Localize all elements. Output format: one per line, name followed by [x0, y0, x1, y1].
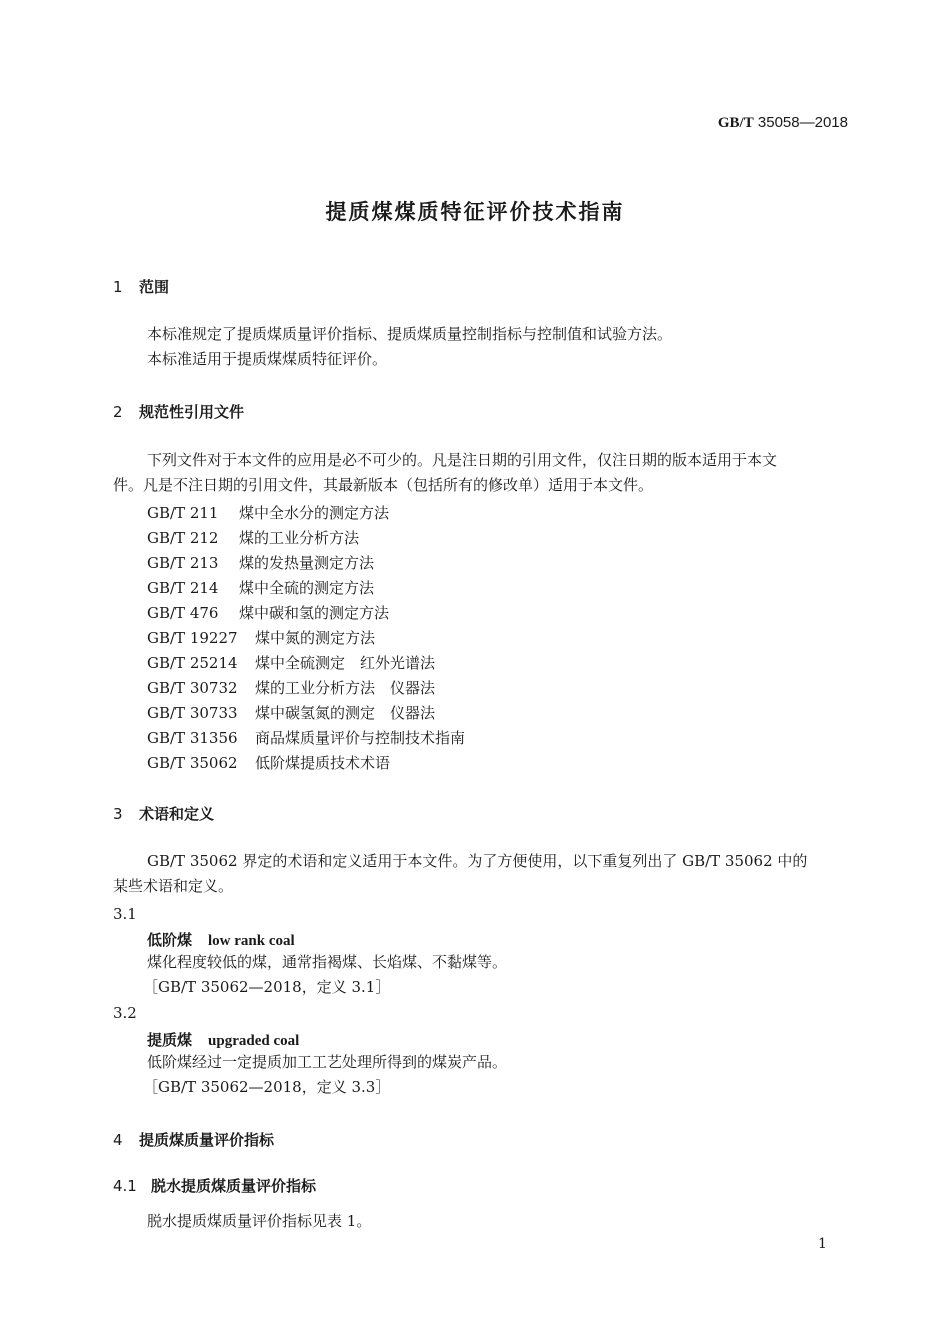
reference-code: GB/T 19227	[147, 629, 238, 647]
term-en: upgraded coal	[208, 1033, 300, 1049]
reference-title: 煤中全硫测定 红外光谱法	[255, 654, 436, 672]
reference-item	[147, 527, 359, 548]
reference-code: GB/T 30733	[147, 704, 238, 722]
reference-code: GB/T 31356	[147, 729, 238, 747]
paragraph: 脱水提质煤质量评价指标见表 1。	[147, 1212, 372, 1230]
reference-item	[147, 502, 389, 523]
reference-title: 煤中全水分的测定方法	[239, 504, 390, 522]
section-number: 2	[113, 403, 123, 421]
reference-code: GB/T 476	[147, 604, 219, 622]
reference-title: 商品煤质量评价与控制技术指南	[255, 729, 466, 747]
term-definition: 煤化程度较低的煤，通常指褐煤、长焰煤、不黏煤等。	[147, 953, 508, 971]
term-number: 3.2	[113, 1004, 137, 1022]
section-number: 1	[113, 278, 123, 296]
reference-title: 煤的发热量测定方法	[239, 554, 375, 572]
section-3-heading	[113, 803, 214, 824]
section-title: 术语和定义	[139, 805, 215, 823]
reference-code: GB/T 212	[147, 529, 219, 547]
term-source: ［GB/T 35062—2018，定义 3.1］	[143, 978, 391, 996]
section-title: 规范性引用文件	[139, 403, 245, 421]
section-title: 范围	[139, 278, 170, 296]
reference-code: GB/T 211	[147, 504, 219, 522]
reference-code: GB/T 25214	[147, 654, 238, 672]
reference-item	[147, 702, 435, 723]
paragraph: 本标准规定了提质煤质量评价指标、提质煤质量控制指标与控制值和试验方法。	[147, 325, 673, 343]
term-heading	[147, 929, 295, 950]
section-2-heading	[113, 401, 244, 422]
reference-code: GB/T 213	[147, 554, 219, 572]
standard-prefix: GB/T	[717, 115, 754, 131]
paragraph: 某些术语和定义。	[113, 877, 234, 895]
paragraph: 本标准适用于提质煤煤质特征评价。	[147, 350, 388, 368]
subsection-4-1-heading	[113, 1175, 316, 1196]
section-number: 3	[113, 805, 123, 823]
term-source: ［GB/T 35062—2018，定义 3.3］	[143, 1078, 391, 1096]
reference-item	[147, 677, 435, 698]
term-definition: 低阶煤经过一定提质加工工艺处理所得到的煤炭产品。	[147, 1053, 508, 1071]
reference-title: 煤中碳氢氮的测定 仪器法	[255, 704, 436, 722]
section-1-heading	[113, 276, 169, 297]
term-number: 3.1	[113, 905, 137, 923]
term-en: low rank coal	[208, 933, 295, 949]
page-number: 1	[818, 1236, 827, 1252]
document-title: 提质煤煤质特征评价技术指南	[325, 200, 625, 224]
reference-code: GB/T 214	[147, 579, 219, 597]
term-heading	[147, 1029, 299, 1050]
term-zh: 提质煤	[147, 1031, 193, 1049]
section-title: 提质煤质量评价指标	[139, 1131, 275, 1149]
reference-item	[147, 602, 389, 623]
reference-title: 煤中全硫的测定方法	[239, 579, 375, 597]
reference-item	[147, 652, 435, 673]
reference-code: GB/T 35062	[147, 754, 238, 772]
reference-title: 煤的工业分析方法 仪器法	[255, 679, 436, 697]
reference-item	[147, 577, 374, 598]
standard-number: 35058—2018	[757, 114, 848, 131]
reference-item	[147, 552, 374, 573]
reference-item	[147, 752, 390, 773]
section-number: 4	[113, 1131, 123, 1149]
term-zh: 低阶煤	[147, 931, 193, 949]
standard-code	[718, 114, 848, 132]
paragraph: GB/T 35062 界定的术语和定义适用于本文件。为了方便使用，以下重复列出了 GB/T 35062 中的	[147, 852, 808, 870]
reference-item	[147, 627, 375, 648]
subsection-title: 脱水提质煤质量评价指标	[151, 1177, 317, 1195]
subsection-number: 4.1	[113, 1177, 137, 1195]
reference-title: 低阶煤提质技术术语	[255, 754, 391, 772]
reference-title: 煤中碳和氢的测定方法	[239, 604, 390, 622]
reference-title: 煤中氮的测定方法	[255, 629, 376, 647]
paragraph: 下列文件对于本文件的应用是必不可少的。凡是注日期的引用文件，仅注日期的版本适用于本文	[147, 451, 778, 469]
section-4-heading	[113, 1129, 274, 1150]
paragraph: 件。凡是不注日期的引用文件，其最新版本（包括所有的修改单）适用于本文件。	[113, 476, 654, 494]
reference-item	[147, 727, 465, 748]
reference-title: 煤的工业分析方法	[239, 529, 360, 547]
reference-code: GB/T 30732	[147, 679, 238, 697]
